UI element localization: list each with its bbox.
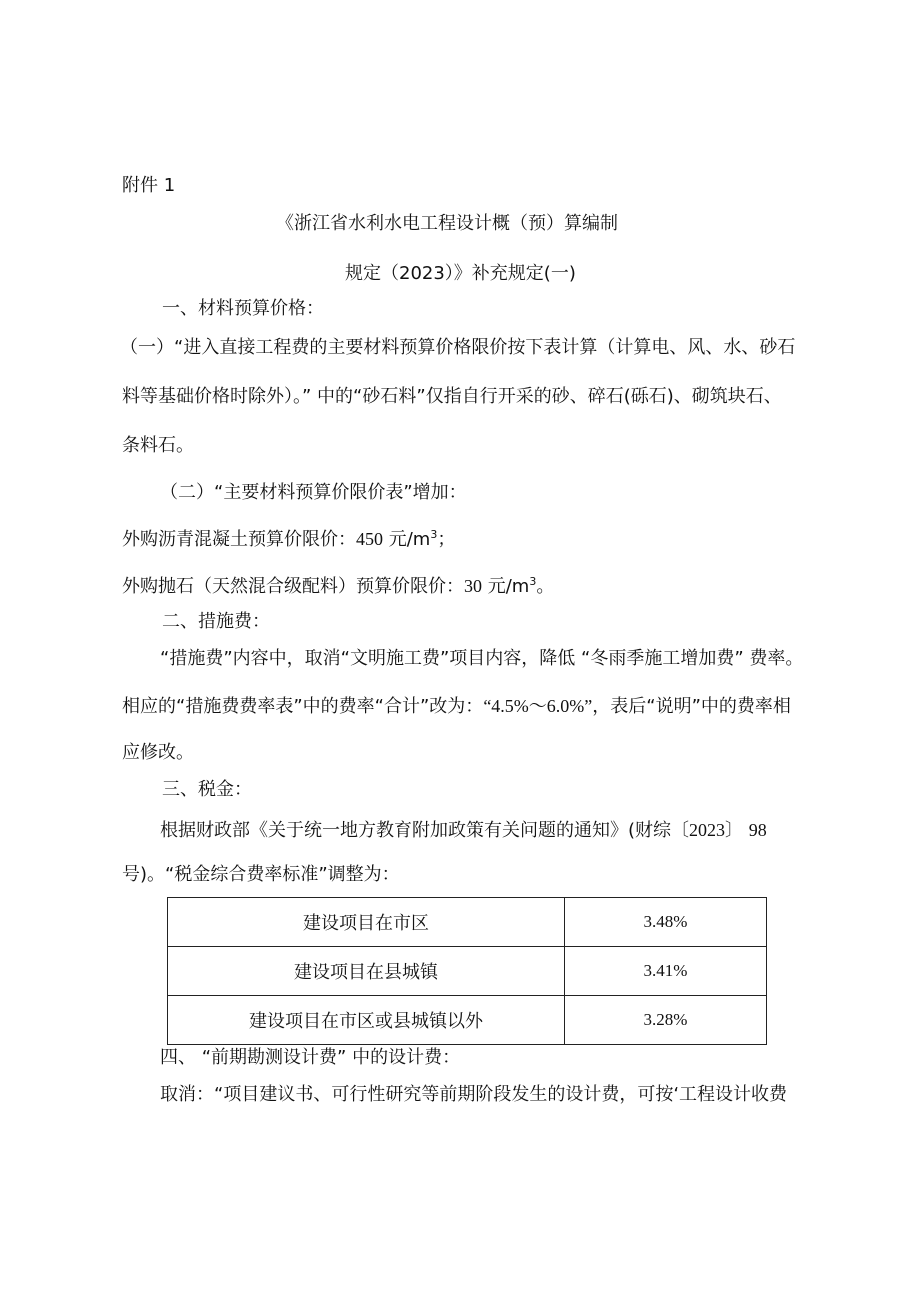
rate-cell: 3.41%	[565, 947, 767, 996]
section2-line2	[122, 694, 791, 719]
section1-para1-line3: 条料石。	[122, 435, 194, 456]
location-cell: 建设项目在县城镇	[168, 947, 565, 996]
tax-rate-table	[167, 897, 767, 1045]
rate-cell: 3.48%	[565, 898, 767, 947]
asphalt-price-unit: 元/m	[388, 529, 431, 550]
table-row	[168, 898, 767, 947]
section4-heading: 四、 “前期勘测设计费” 中的设计费：	[160, 1047, 461, 1068]
riprap-price-label: 外购抛石（天然混合级配料）预算价限价：	[122, 576, 464, 597]
riprap-price-unit-exponent: 3	[529, 575, 537, 588]
section2-line2-c: ，表后“说明”中的费率相	[592, 696, 791, 717]
section3-line2: 号)。“税金综合费率标准”调整为：	[122, 864, 400, 885]
asphalt-price-end: ；	[437, 529, 456, 550]
title-line-2: 规定（2023）》补充规定(一)	[345, 263, 576, 284]
table-row	[168, 996, 767, 1045]
section3-doc-year: 2023	[689, 820, 726, 840]
rate-cell: 3.28%	[565, 996, 767, 1045]
section1-para1-line2: 料等基础价格时除外）。” 中的“砂石料”仅指自行开采的砂、碎石(砾石)、砌筑块石、	[122, 386, 782, 407]
location-cell: 建设项目在市区	[168, 898, 565, 947]
riprap-price-unit: 元/m	[487, 576, 530, 597]
asphalt-price-line	[122, 527, 455, 552]
table-row	[168, 947, 767, 996]
riprap-price-value: 30	[464, 576, 482, 596]
section1-heading: 一、材料预算价格：	[162, 298, 324, 319]
section3-heading: 三、税金：	[162, 779, 252, 800]
section3-line1-a: 根据财政部《关于统一地方教育附加政策有关问题的通知》(财综〔	[160, 820, 690, 841]
riprap-price-line	[122, 574, 554, 599]
section1-para2: （二）“主要材料预算价限价表”增加：	[160, 482, 467, 503]
section2-heading: 二、措施费：	[162, 611, 270, 632]
section2-line3: 应修改。	[122, 742, 194, 763]
title-line-1: 《浙江省水利水电工程设计概（预）算编制	[276, 213, 618, 234]
section3-doc-number: 98	[748, 820, 767, 840]
asphalt-price-label: 外购沥青混凝土预算价限价：	[122, 529, 356, 550]
riprap-price-end: 。	[536, 576, 555, 597]
location-cell: 建设项目在市区或县城镇以外	[168, 996, 565, 1045]
section2-line1: “措施费”内容中，取消“文明施工费”项目内容，降低 “冬雨季施工增加费” 费率。	[160, 648, 804, 669]
asphalt-price-value: 450	[356, 529, 383, 549]
asphalt-price-unit-exponent: 3	[430, 528, 438, 541]
section4-line1: 取消：“项目建议书、可行性研究等前期阶段发生的设计费，可按‘工程设计收费	[160, 1084, 788, 1105]
section3-line1	[160, 818, 767, 843]
section2-rate-range: “4.5%～6.0%”	[483, 696, 593, 716]
section3-line1-c: 〕	[725, 820, 744, 841]
attachment-label: 附件 1	[122, 175, 176, 196]
section1-para1-line1: （一）“进入直接工程费的主要材料预算价格限价按下表计算（计算电、风、水、砂石	[120, 337, 796, 358]
section2-line2-a: 相应的“措施费费率表”中的费率“合计”改为：	[122, 696, 484, 717]
